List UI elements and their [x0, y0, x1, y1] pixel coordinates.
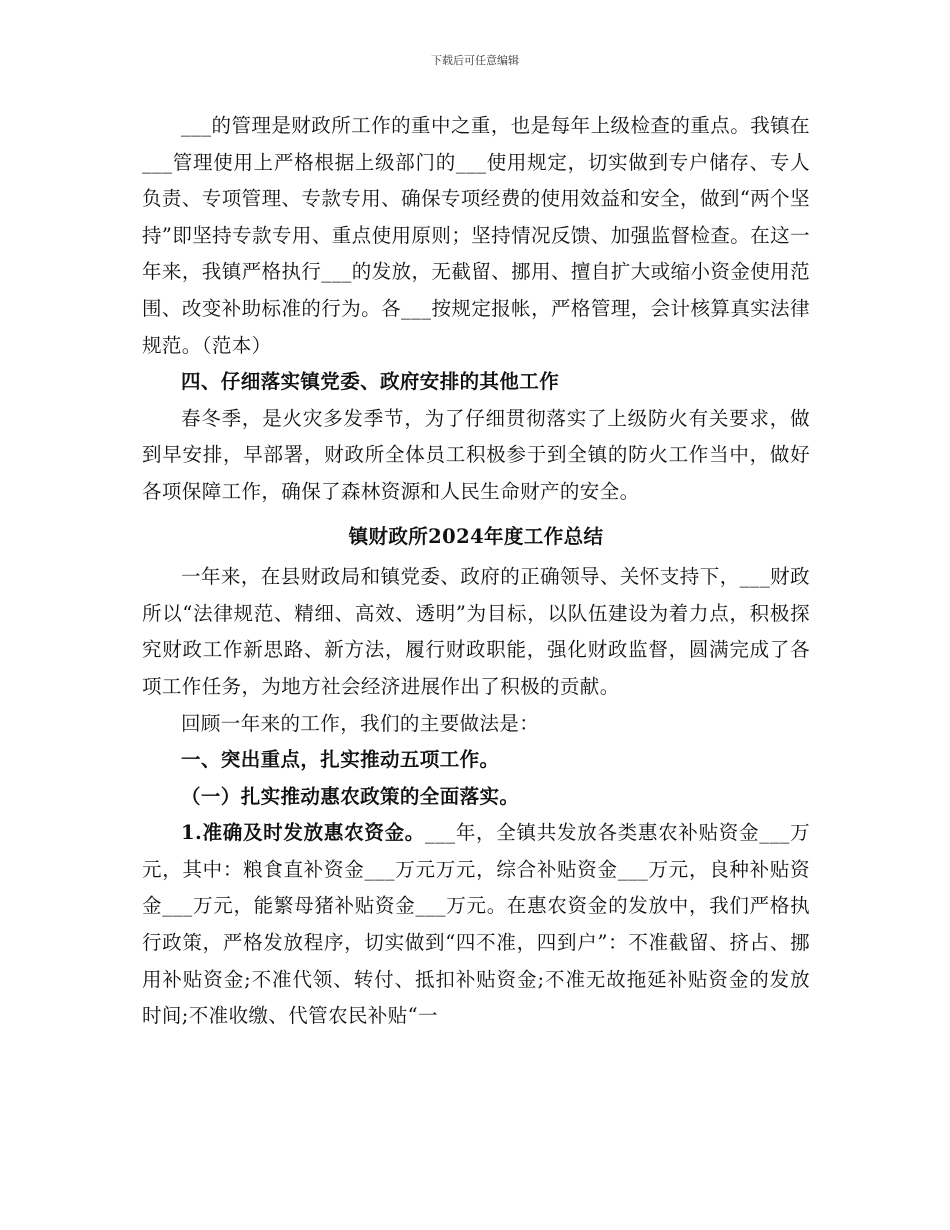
- paragraph-special-funds: ___的管理是财政所工作的重中之重，也是每年上级检查的重点。我镇在___管理使用上严格根据上级部门的___使用规定，切实做到专户储存、专人负责、专项管理、专款专用、确保专项经费的使用效益和安全，做到“两个坚持”即坚持专款专用、重点使用原则；坚持情况反馈、加强监督检查。在这一年来，我镇严格执行___的发放，无截留、挪用、擅自扩大或缩小资金使用范围、改变补助标准的行为。各___按规定报帐，严格管理，会计核算真实法律规范。（范本）: [142, 114, 810, 357]
- document-body: [142, 108, 810, 1035]
- subsection-heading-policies: （一）扎实推动惠农政策的全面落实。: [181, 784, 520, 808]
- page-header: 下载后可任意编辑: [431, 54, 519, 67]
- paragraph-review-intro: 回顾一年来的工作，我们的主要做法是：: [181, 711, 540, 735]
- paragraph-body-text: ___年，全镇共发放各类惠农补贴资金___万元，其中：粮食直补资金___万元万元，综合补贴资金___万元，良种补贴资金___万元，能繁母猪补贴资金___万元。在惠农资金的发放中，我们严格执行政策，严格发放程序，切实做到“四不准，四到户”：不准截留、挤占、挪用补贴资金;不准代领、转付、抵扣补贴资金;不准无故拖延补贴资金的发放时间;不准收缴、代管农民补贴“一: [142, 821, 810, 1028]
- paragraph-subsidy-distribution: [142, 815, 810, 1035]
- paragraph-overview: 一年来，在县财政局和镇党委、政府的正确领导、关怀支持下，___财政所以“法律规范、精细、高效、透明”为目标，以队伍建设为着力点，积极探究财政工作新思路、新方法，履行财政职能，强化财政监督，圆满完成了各项工作任务，为地方社会经济进展作出了积极的贡献。: [142, 565, 810, 698]
- document-title: 镇财政所2024年度工作总结: [348, 524, 604, 548]
- paragraph-lead-text: 1.准确及时发放惠农资金。: [181, 821, 426, 845]
- paragraph-fire-prevention: 春冬季，是火灾多发季节，为了仔细贯彻落实了上级防火有关要求，做到早安排，早部署，财政所全体员工积极参于到全镇的防火工作当中，做好各项保障工作，确保了森林资源和人民生命财产的安全。: [142, 406, 810, 503]
- section-heading-five-tasks: 一、突出重点，扎实推动五项工作。: [181, 748, 500, 772]
- section-heading-other-work: 四、仔细落实镇党委、政府安排的其他工作: [181, 370, 560, 394]
